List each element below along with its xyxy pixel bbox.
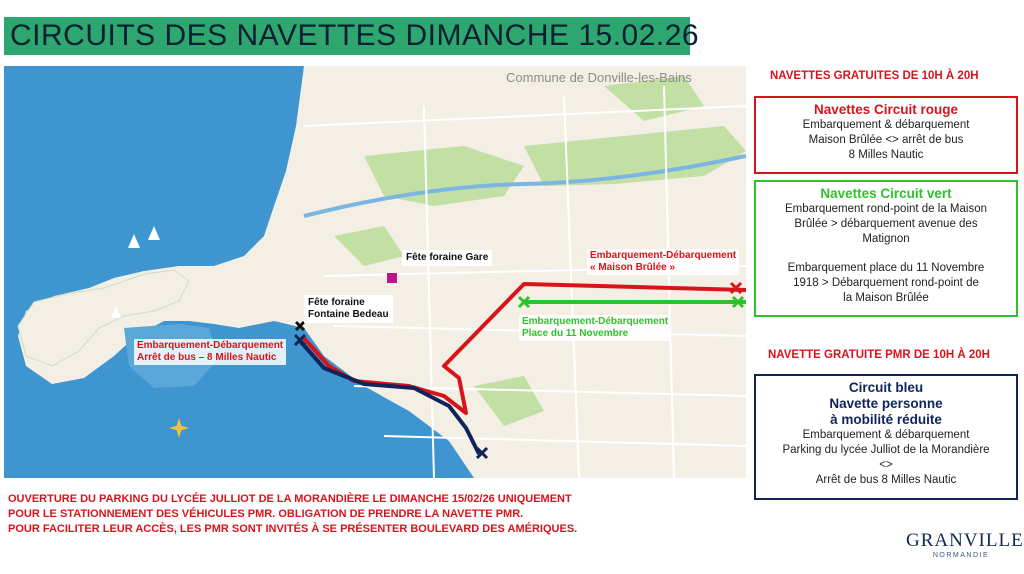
logo-name: GRANVILLE xyxy=(906,530,1024,551)
label-fete-gare-text: Fête foraine Gare xyxy=(406,252,489,263)
label-embark-blue-line2: Arrêt de bus – 8 Milles Nautic xyxy=(137,352,277,363)
card-blue-title3: à mobilité réduite xyxy=(830,412,942,427)
label-embark-blue xyxy=(134,339,286,365)
card-red-line2: Maison Brûlée <> arrêt de bus xyxy=(808,134,964,146)
parking-notice-line3: POUR FACILITER LEUR ACCÈS, LES PMR SONT INVITÉS À SE PRÉSENTER BOULEVARD DES AMÉRIQUES. xyxy=(8,523,578,535)
granville-logo xyxy=(906,530,1024,566)
card-green-circuit xyxy=(754,180,1018,317)
card-red-circuit xyxy=(754,96,1018,174)
card-green-line5: 1918 > Débarquement rond-point de xyxy=(793,277,979,289)
card-blue-line3: <> xyxy=(879,459,893,471)
card-red-title: Navettes Circuit rouge xyxy=(813,102,959,117)
parking-notice-line1: OUVERTURE DU PARKING DU LYCÉE JULLIOT DE LA MORANDIÈRE LE DIMANCHE 15/02/26 UNIQUEMENT xyxy=(8,493,572,505)
label-embark-green-line2: Place du 11 Novembre xyxy=(522,328,629,339)
label-fete-fontaine xyxy=(304,295,393,323)
parking-notice-line2: POUR LE STATIONNEMENT DES VÉHICULES PMR. OBLIGATION DE PRENDRE LA NAVETTE PMR. xyxy=(8,508,524,520)
card-green-line1: Embarquement rond-point de la Maison xyxy=(784,203,987,215)
card-blue-line2: Parking du lycée Julliot de la Morandière xyxy=(782,444,990,456)
card-green-line6: la Maison Brûlée xyxy=(843,292,929,304)
label-fete-fontaine-line1: Fête foraine xyxy=(308,297,365,308)
parking-notice xyxy=(8,492,577,537)
label-fete-fontaine-line2: Fontaine Bedeau xyxy=(308,309,389,320)
card-green-title: Navettes Circuit vert xyxy=(820,186,952,201)
card-blue-circuit xyxy=(754,374,1018,500)
label-embark-blue-line1: Embarquement-Débarquement xyxy=(137,340,284,351)
map-area[interactable] xyxy=(4,66,746,478)
page-title: CIRCUITS DES NAVETTES DIMANCHE 15.02.26 xyxy=(10,19,700,52)
title-banner xyxy=(4,17,700,55)
label-embark-red xyxy=(587,249,739,275)
header-pmr-shuttle: NAVETTE GRATUITE PMR DE 10H À 20H xyxy=(768,349,990,361)
card-green-line4: Embarquement place du 11 Novembre xyxy=(787,262,985,274)
card-blue-title2: Navette personne xyxy=(829,396,943,411)
card-red-line1: Embarquement & débarquement xyxy=(802,119,970,131)
label-fete-gare xyxy=(402,250,492,266)
card-green-line2: Brûlée > débarquement avenue des xyxy=(794,218,978,230)
label-embark-red-line2: « Maison Brûlée » xyxy=(590,262,676,273)
label-embark-green xyxy=(519,315,671,341)
header-free-shuttles: NAVETTES GRATUITES DE 10H À 20H xyxy=(770,70,979,82)
card-red-line3: 8 Milles Nautic xyxy=(848,149,924,161)
municipality-label: Commune de Donville-les-Bains xyxy=(506,70,692,85)
card-blue-line1: Embarquement & débarquement xyxy=(802,429,970,441)
card-blue-title1: Circuit bleu xyxy=(848,380,924,395)
card-blue-line4: Arrêt de bus 8 Milles Nautic xyxy=(815,474,957,486)
logo-sub: NORMANDIE xyxy=(932,552,990,559)
card-green-line3: Matignon xyxy=(862,233,910,245)
fair-pin-icon xyxy=(387,273,397,283)
label-embark-green-line1: Embarquement-Débarquement xyxy=(522,316,669,327)
label-embark-red-line1: Embarquement-Débarquement xyxy=(590,250,737,261)
